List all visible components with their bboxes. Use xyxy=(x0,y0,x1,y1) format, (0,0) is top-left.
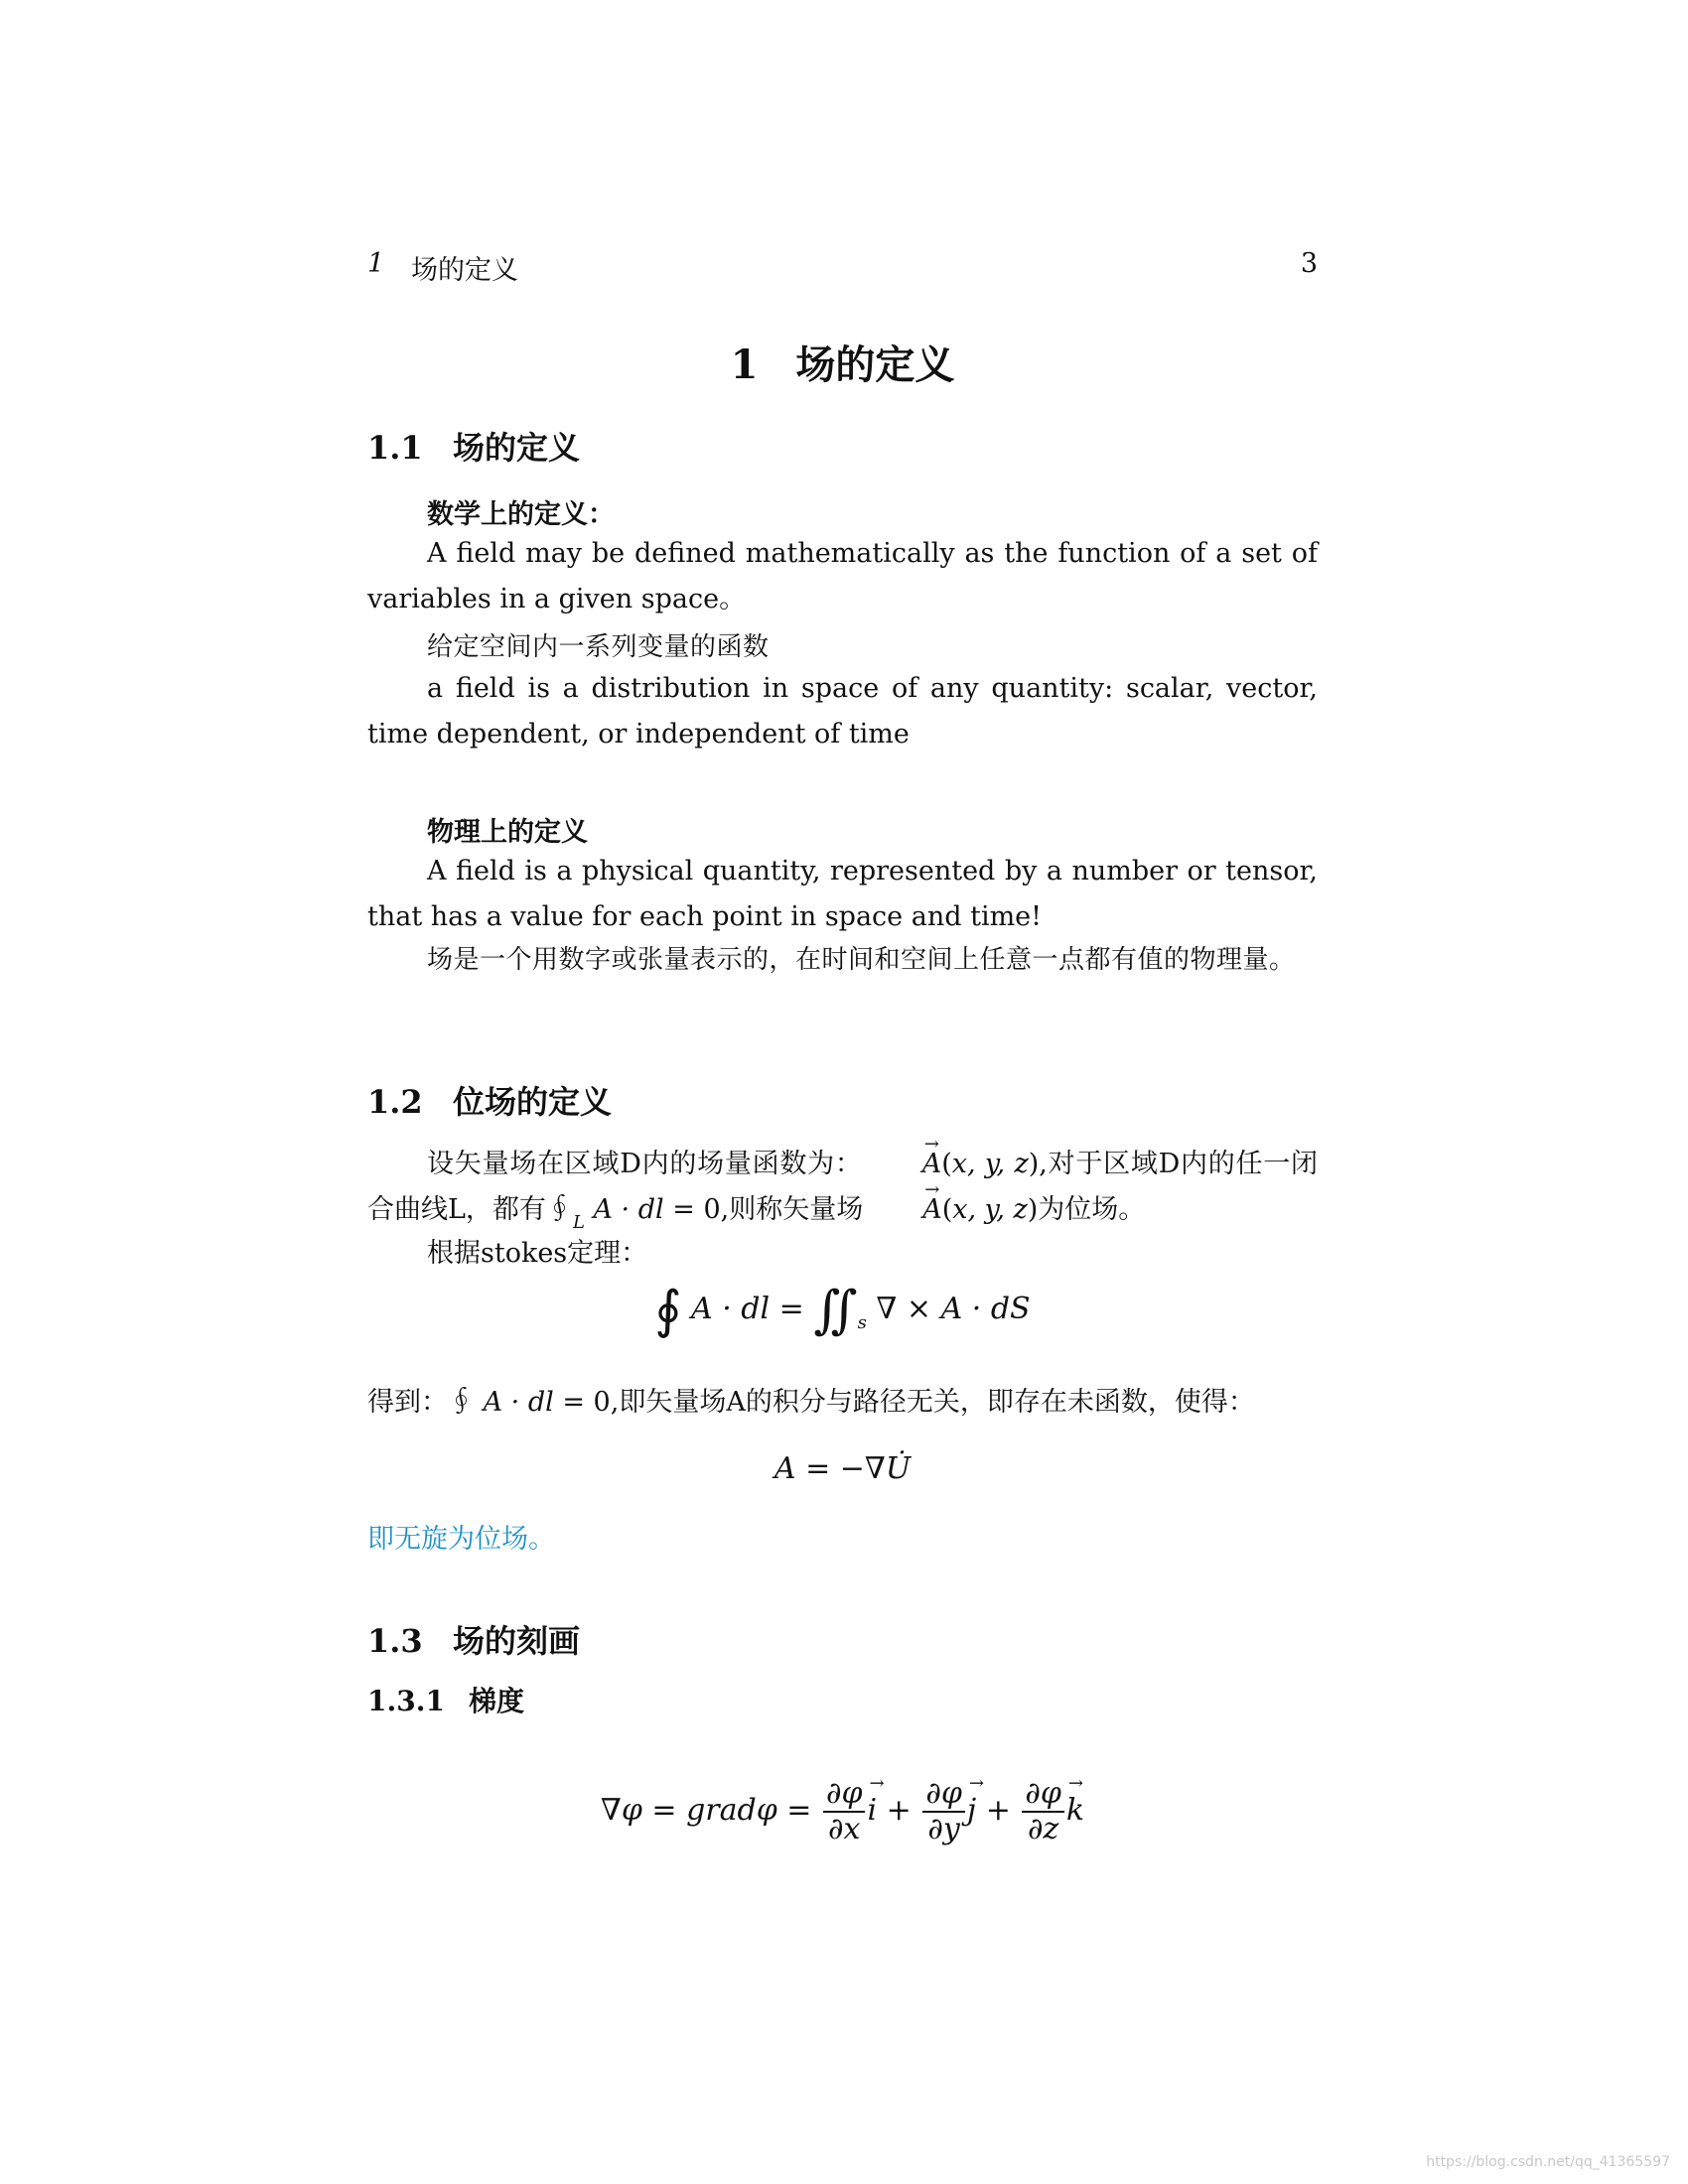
section-title: 位场的定义 xyxy=(453,1083,613,1121)
math-closed-integral-zero: ∮ A · dl = 0 xyxy=(448,1387,611,1418)
subsection-number: 1.3.1 xyxy=(367,1685,445,1717)
math-closed-integral: $∮_L$ A · dl = 0 xyxy=(545,1193,721,1233)
math-vector-field: → A(x, y, z) xyxy=(863,1194,1038,1225)
chapter-title xyxy=(367,334,1318,390)
section-heading-1-3 xyxy=(367,1616,580,1662)
text-span: 设矢量场在区域D内的场量函数为： xyxy=(427,1149,863,1179)
paragraph-result xyxy=(367,1380,1318,1426)
running-header xyxy=(367,248,1318,284)
subsection-title: 梯度 xyxy=(469,1685,525,1717)
equation-gradient: ∇φ = gradφ = $\frac{\partial\varphi}{\partial x}$ → i + $\frac{\partial\varphi}{\partial y}$ → j + $\frac{\partial\varphi}{\partial z}$ → k xyxy=(367,1777,1318,1846)
text-span: 得到： xyxy=(367,1387,448,1418)
paragraph-math-en: A field may be defined mathematically as the function of a set of variables in a given space。 xyxy=(367,538,1318,614)
page-number: 3 xyxy=(1300,248,1318,279)
watermark: https://blog.csdn.net/qq_41365597 xyxy=(1426,2154,1670,2170)
paragraph-math-zh: 给定空间内一系列变量的函数 xyxy=(427,632,770,662)
physics-definition-heading: 物理上的定义 xyxy=(427,817,588,848)
section-title: 场的刻画 xyxy=(453,1622,581,1660)
section-heading-1-2 xyxy=(367,1077,612,1123)
text-span: ,即矢量场A的积分与路径无关，即存在未函数，使得： xyxy=(610,1387,1255,1418)
paragraph-distribution-en: a field is a distribution in space of any quantity: scalar, vector, time dependent, or independent of time xyxy=(367,673,1318,750)
text-span: ,则称矢量场 xyxy=(720,1193,864,1225)
section-number: 1.3 xyxy=(367,1622,423,1660)
section-number: 1.2 xyxy=(367,1083,423,1121)
paragraph-stokes: 根据stokes定理： xyxy=(427,1238,648,1269)
section-number: 1.1 xyxy=(367,429,423,467)
running-header-chapter-number: 1 xyxy=(367,248,385,279)
paragraph-physics-en: A field is a physical quantity, represented by a number or tensor, that has a value for each point in space and time! xyxy=(367,856,1318,932)
conclusion-text: 即无旋为位场。 xyxy=(367,1524,555,1555)
subsection-heading-1-3-1 xyxy=(367,1680,524,1719)
text-span: 为位场。 xyxy=(1038,1193,1146,1225)
paragraph-physics-zh: 场是一个用数字或张量表示的，在时间和空间上任意一点都有值的物理量。 xyxy=(427,945,1296,975)
math-definition-heading: 数学上的定义： xyxy=(427,499,615,530)
text-span: ,对于区域D内的任一闭合曲线L，都有 xyxy=(367,1149,1319,1225)
section-heading-1-1 xyxy=(367,423,580,469)
paragraph-potential-field xyxy=(367,1142,1318,1245)
running-header-chapter-title: 场的定义 xyxy=(411,255,518,286)
equation-gradient-potential: A = −∇U̇ xyxy=(774,1451,912,1486)
chapter-title-text: 场的定义 xyxy=(795,342,955,388)
math-vector-field: → A(x, y, z) xyxy=(863,1149,1040,1179)
section-title: 场的定义 xyxy=(453,429,581,467)
chapter-number: 1 xyxy=(730,341,759,388)
equation-stokes-theorem: ∮ A · dl = $∬_s$ ∇ × A · dS xyxy=(654,1281,1031,1340)
